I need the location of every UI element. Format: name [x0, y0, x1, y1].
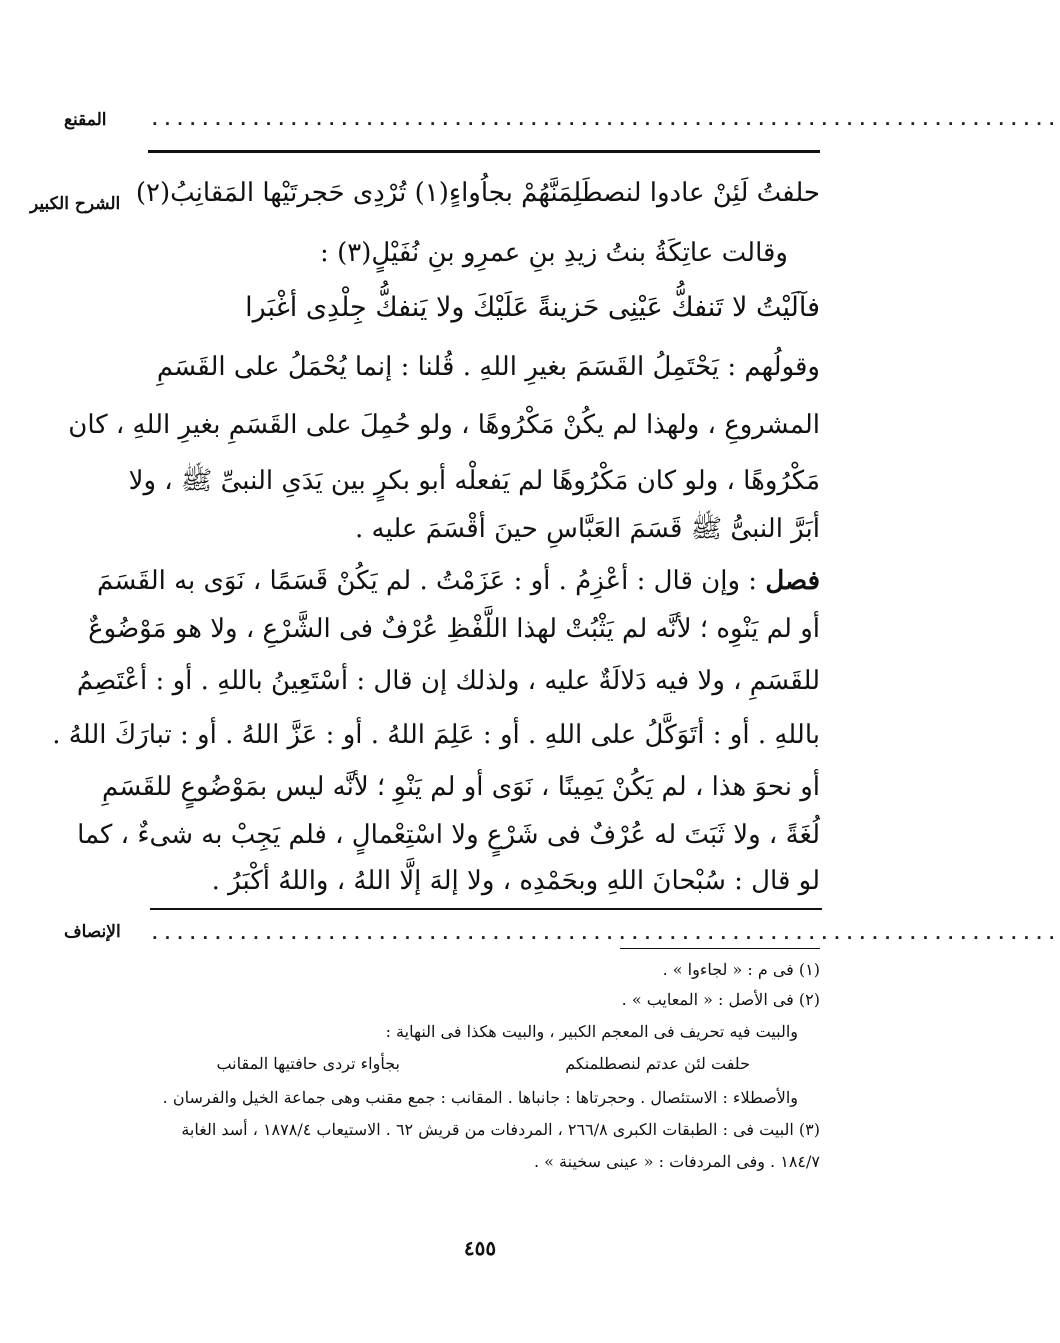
header-dotted-line: ........................................................................: [150, 110, 1060, 129]
commentary-label: الشرح الكبير: [30, 194, 121, 214]
text-line-2: وقولُهم : يَحْتَمِلُ القَسَمَ بغيرِ اللهِ . قُلنا : إنما يُحْمَلُ على القَسَمِ: [156, 352, 820, 382]
fasl-line-5: أو نحوَ هذا ، لم يَكُنْ يَمِينًا ، نَوَى أو لم يَنْوِ ؛ لأنَّه ليس بمَوْضُوعٍ للقَسَمِ: [102, 772, 820, 802]
text-line-1: وقالت عاتِكَةُ بنتُ زيدِ بنِ عمرِو بنِ نُفَيْلٍ(٣) :: [320, 238, 788, 268]
text-line-4: مَكْرُوهًا ، ولو كان مَكْرُوهًا لم يَفعلْه أبو بكرٍ بين يَدَىِ النبىِّ ﷺ ، ولا: [128, 466, 820, 496]
fasl-line-1-text: : وإن قال : أعْزِمُ . أو : عَزَمْتُ . لم يَكُنْ قَسَمًا ، نَوَى به القَسَمَ: [97, 566, 758, 596]
fasl-line-2: أو لم يَنْوِه ؛ لأنَّه لم يَثْبُتْ لهذا اللَّفْظِ عُرْفٌ فى الشَّرْعِ ، ولا هو مَوْضُوعٌ: [88, 614, 820, 644]
header-rule: [148, 150, 820, 153]
text-line-5: أبَرَّ النبىُّ ﷺ قَسَمَ العَبَّاسِ حينَ أقْسَمَ عليه .: [355, 514, 820, 544]
fasl-line-3: للقَسَمِ ، ولا فيه دَلالَةٌ عليه ، ولذلك إن قال : أسْتَعِينُ باللهِ . أو : أعْتَصِمُ: [76, 666, 820, 696]
fasl-line-4: باللهِ . أو : أتَوَكَّلُ على اللهِ . أو : عَلِمَ اللهُ . أو : عَزَّ اللهُ . أو : تبارَكَ اللهُ .: [52, 720, 820, 750]
fasl-line-7: لو قال : سُبْحانَ اللهِ وبحَمْدِه ، ولا إلهَ إلَّا اللهُ ، واللهُ أكْبَرُ .: [211, 866, 820, 896]
book-title-label: المقنع: [64, 110, 107, 130]
fasl-title: فصل: [765, 566, 820, 596]
fasl-line-6: لُغَةً ، ولا ثَبَتَ له عُرْفٌ فى شَرْعٍ ولا اسْتِعْمالٍ ، فلم يَجِبْ به شىءٌ ، كما: [77, 820, 820, 850]
footnote-3: (٣) البيت فى : الطبقات الكبرى ٢٦٦/٨ ، المردفات من قريش ٦٢ . الاستيعاب ١٨٧٨/٤ ، أسد الغابة: [181, 1120, 820, 1139]
verse-line-2: فآلَيْتُ لا تَنفكُّ عَيْنِى حَزينةً عَلَيْكَ ولا يَنفكُّ جِلْدِى أغْبَرا: [245, 292, 820, 323]
fasl-line-1: [97, 566, 820, 606]
text-line-3: المشروعِ ، ولهذا لم يكُنْ مَكْرُوهًا ، ولو حُمِلَ على القَسَمِ بغيرِ اللهِ ، كان: [68, 410, 820, 440]
footnote-2-note: والبيت فيه تحريف فى المعجم الكبير ، والبيت هكذا فى النهاية :: [385, 1022, 798, 1041]
footnote-2: (٢) فى الأصل : « المعايب » .: [621, 990, 820, 1009]
page-number: ٤٥٥: [463, 1236, 497, 1260]
footnote-verse-left: بجأواء تردى حافتيها المقانب: [216, 1054, 400, 1073]
footnote-rule: [620, 948, 820, 949]
verse-line-1: حلفتُ لَئِنْ عادوا لنصطَلِمَنَّهُمْ بجاُواءٍ(١) تُرْدِى حَجرتَيْها المَقانِبُ(٢): [135, 178, 820, 208]
footnote-1: (١) فى م : « لجاءوا » .: [662, 960, 820, 979]
insaf-dotted-line: ........................................................................: [150, 924, 1060, 943]
insaf-label: الإنصاف: [64, 922, 121, 942]
section-rule: [150, 908, 822, 910]
footnote-verse-right: حلفت لئن عدتم لنصطلمنكم: [565, 1054, 750, 1073]
footnote-3-cont: ١٨٤/٧ . وفى المردفات : « عينى سخينة » .: [533, 1152, 820, 1171]
footnote-2-gloss: والأصطلاء : الاستئصال . وحجرتاها : جانباها . المقانب : جمع مقنب وهى جماعة الخيل والفرسان .: [162, 1088, 798, 1107]
